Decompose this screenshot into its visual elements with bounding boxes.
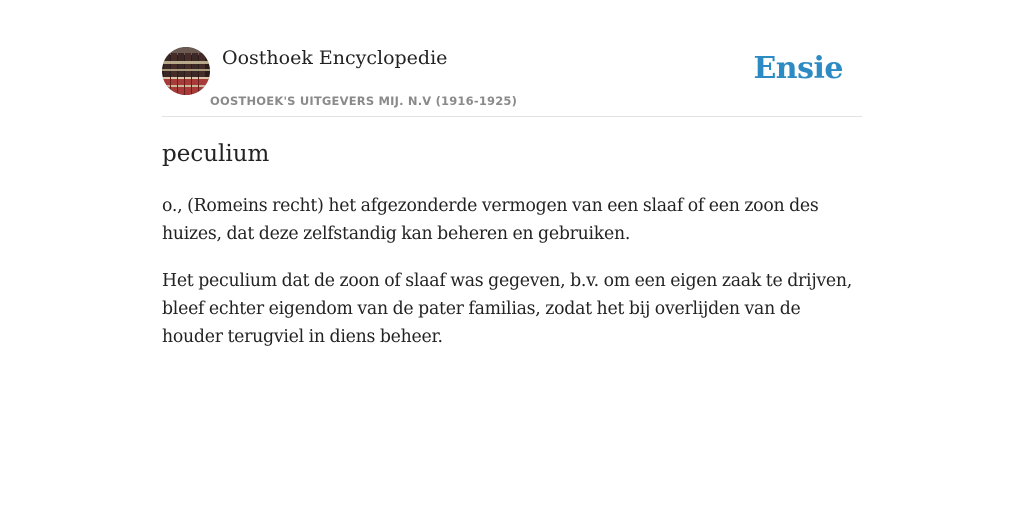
ensie-logo[interactable]: Ensie: [753, 51, 843, 86]
source-subtitle: OOSTHOEK'S UITGEVERS MIJ. N.V (1916-1925): [210, 94, 518, 108]
article-term: peculium: [162, 141, 270, 167]
article-paragraph: o., (Romeins recht) het afgezonderde vermogen van een slaaf of een zoon des huizes, dat deze zelfstandig kan beheren en gebruiken.: [162, 196, 819, 244]
article-paragraph: Het peculium dat de zoon of slaaf was gegeven, b.v. om een eigen zaak te drijven, bleef echter eigendom van de pater familias, zodat het bij overlijden van de houder terugviel in diens beheer.: [162, 271, 853, 347]
source-header: [162, 0, 862, 117]
source-avatar[interactable]: [162, 47, 210, 95]
book-spines-image: [162, 47, 210, 95]
source-title[interactable]: Oosthoek Encyclopedie: [222, 47, 448, 69]
